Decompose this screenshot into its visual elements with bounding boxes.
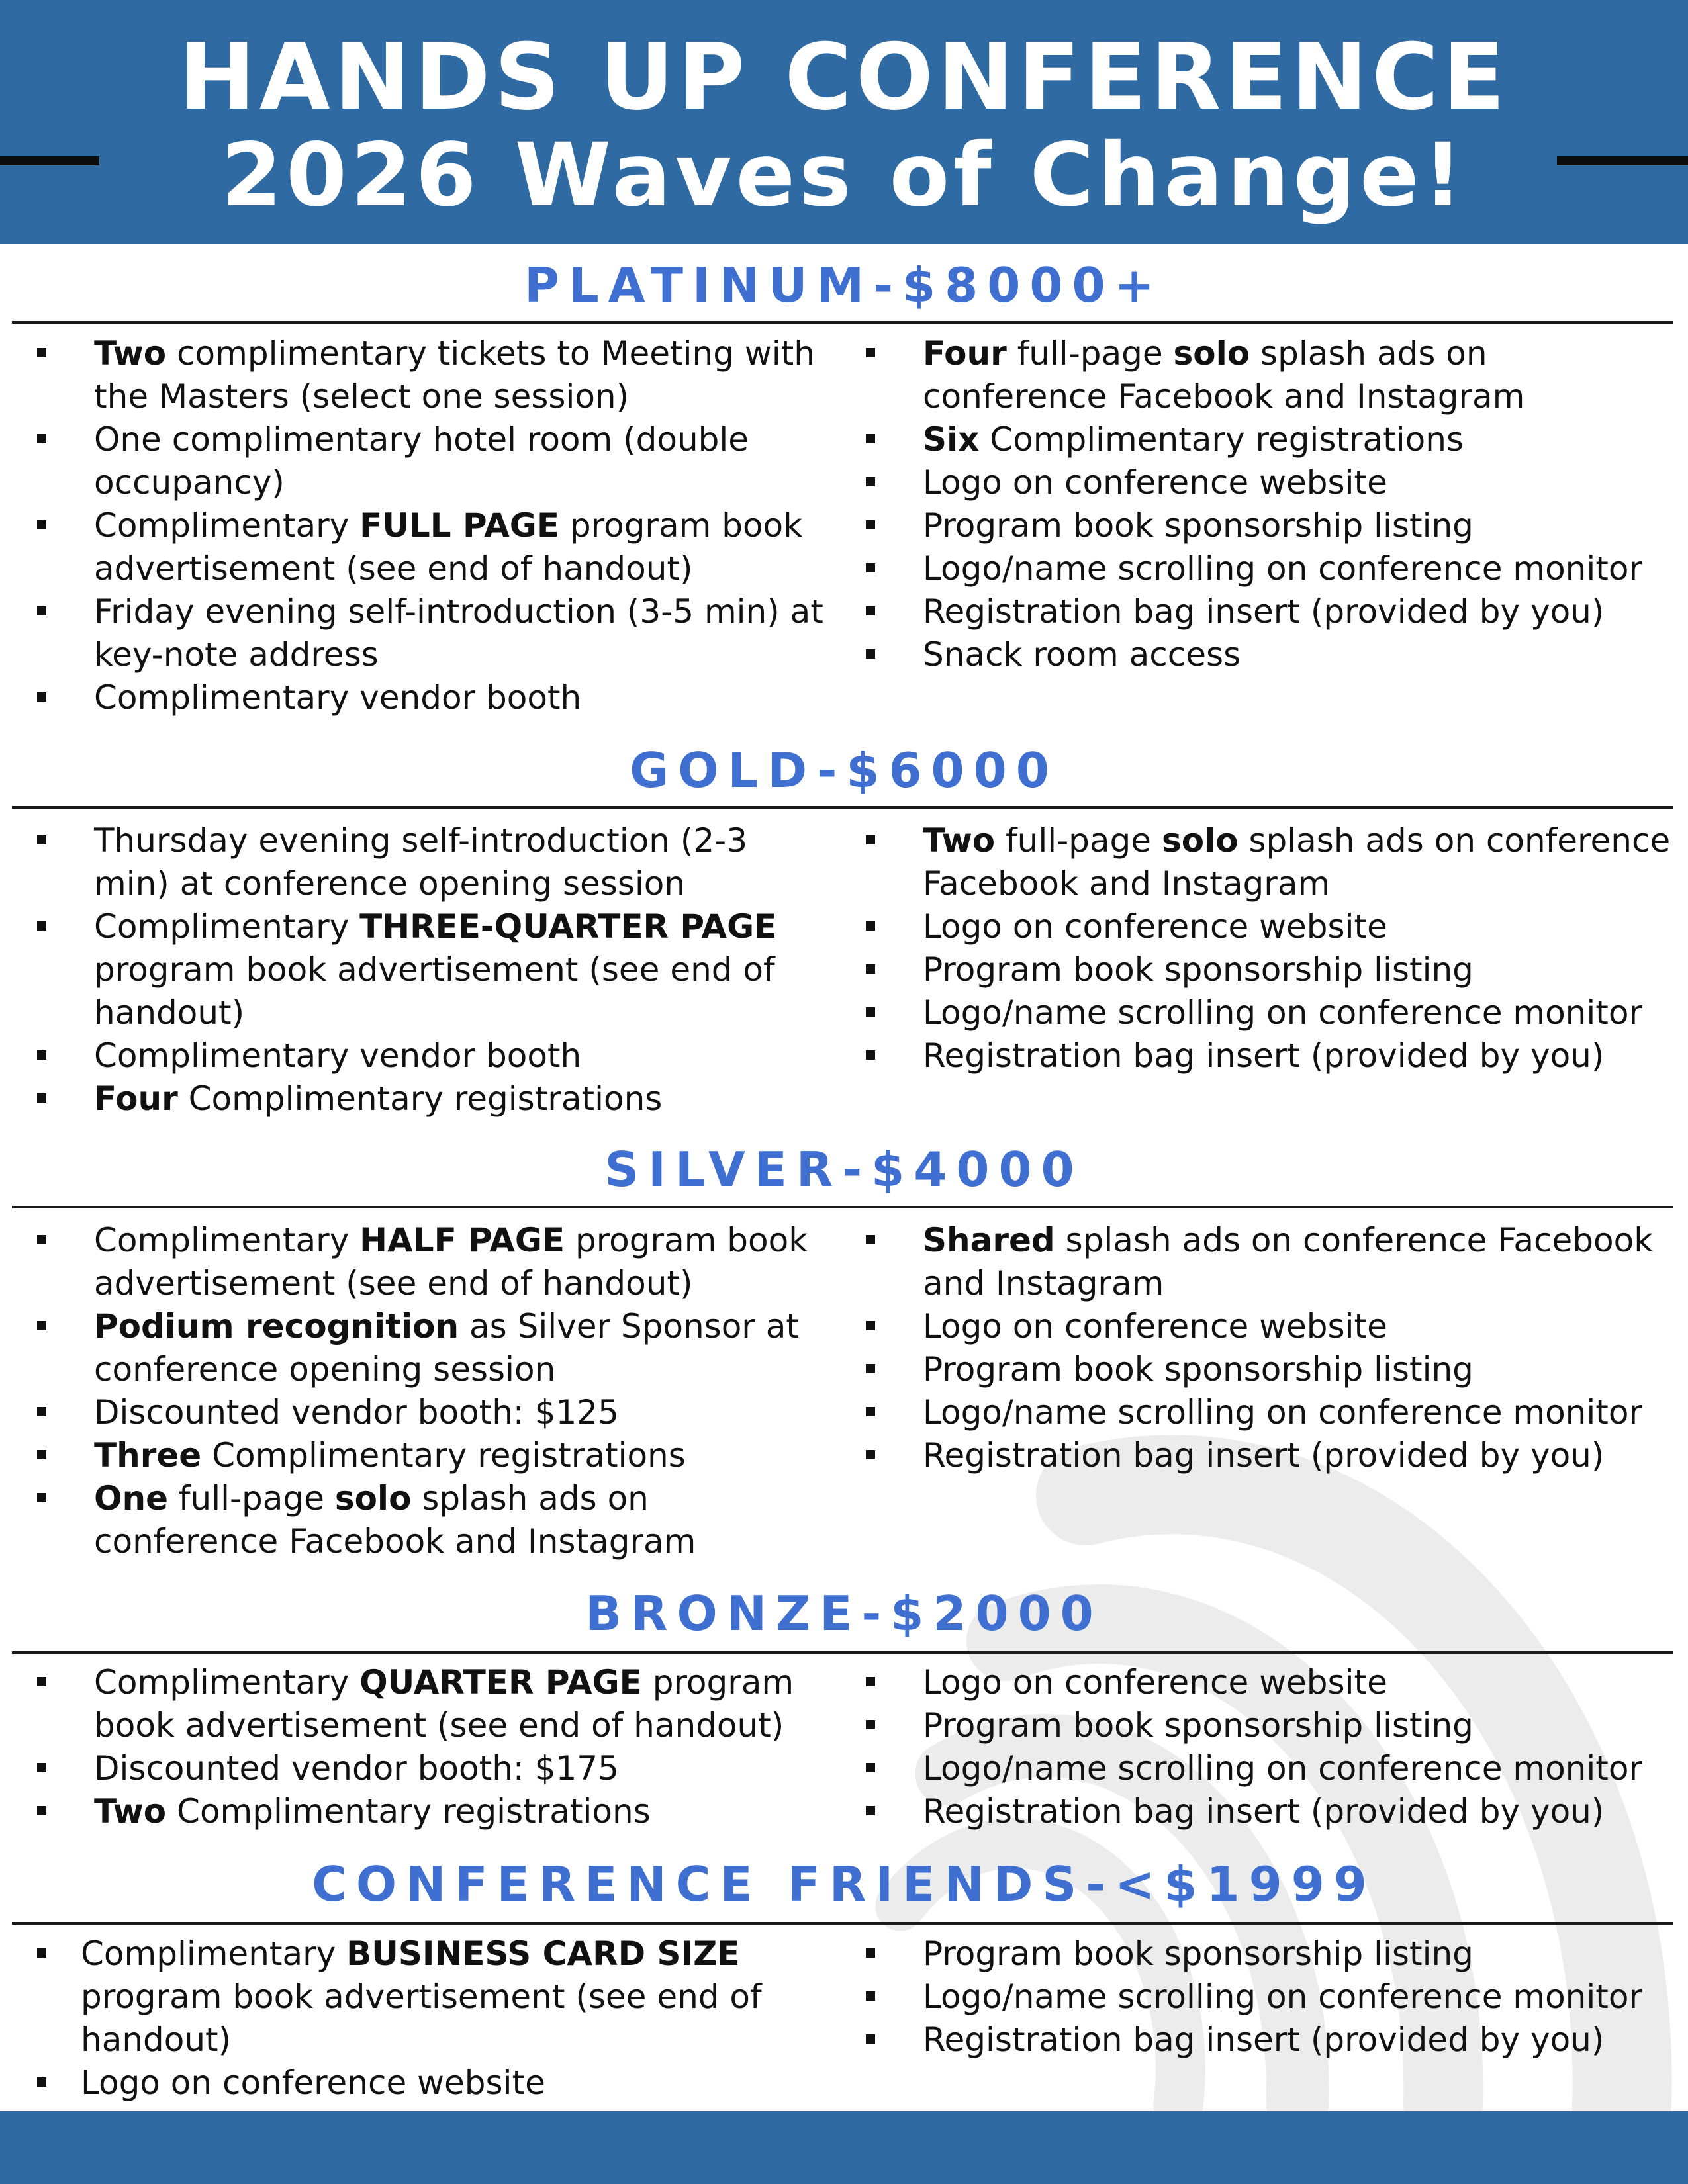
page-title-line2: 2026 Waves of Change! — [221, 124, 1467, 226]
list-item: Shared splash ads on conference Facebook and Instagram — [862, 1219, 1676, 1305]
silver-benefits-right — [862, 1219, 1676, 1477]
list-item: One full-page solo splash ads on conference Facebook and Instagram — [33, 1477, 827, 1563]
list-item: Complimentary THREE-QUARTER PAGE program book advertisement (see end of handout) — [33, 905, 827, 1034]
list-item: Logo/name scrolling on conference monitor — [862, 547, 1676, 590]
list-item: Snack room access — [862, 633, 1676, 676]
section-divider — [12, 806, 1673, 809]
list-item: Four full-page solo splash ads on conference Facebook and Instagram — [862, 332, 1676, 418]
gold-benefits-left — [33, 819, 827, 1120]
list-item: Registration bag insert (provided by you) — [862, 2019, 1676, 2062]
list-item: Logo on conference website — [33, 2062, 827, 2105]
section-title-bronze: BRONZE-$2000 — [585, 1586, 1103, 1641]
list-item: Program book sponsorship listing — [862, 504, 1676, 547]
list-item: Registration bag insert (provided by you) — [862, 590, 1676, 633]
list-item: Logo/name scrolling on conference monitor — [862, 1976, 1676, 2019]
section-title-conference-friends: CONFERENCE FRIENDS-<$1999 — [312, 1856, 1376, 1912]
section-title-silver: SILVER-$4000 — [604, 1142, 1084, 1197]
header-banner — [0, 0, 1688, 244]
bronze-benefits-left — [33, 1661, 827, 1833]
list-item: Discounted vendor booth: $175 — [33, 1747, 827, 1790]
list-item: Registration bag insert (provided by you) — [862, 1034, 1676, 1077]
list-item: Program book sponsorship listing — [862, 1348, 1676, 1391]
list-item: Friday evening self-introduction (3-5 min) at key-note address — [33, 590, 827, 676]
list-item: Logo/name scrolling on conference monitor — [862, 991, 1676, 1034]
section-title-gold: GOLD-$6000 — [630, 743, 1058, 798]
section-divider — [12, 321, 1673, 324]
list-item: Three Complimentary registrations — [33, 1434, 827, 1477]
list-item: Complimentary FULL PAGE program book advertisement (see end of handout) — [33, 504, 827, 590]
list-item: Four Complimentary registrations — [33, 1077, 827, 1120]
list-item: Discounted vendor booth: $125 — [33, 1391, 827, 1434]
list-item: Program book sponsorship listing — [862, 948, 1676, 991]
section-divider — [12, 1922, 1673, 1925]
list-item: Logo on conference website — [862, 905, 1676, 948]
friends-benefits-right — [862, 1933, 1676, 2062]
section-divider — [12, 1651, 1673, 1654]
page-title-line1: HANDS UP CONFERENCE — [179, 24, 1509, 130]
list-item: Program book sponsorship listing — [862, 1704, 1676, 1747]
footer-band — [0, 2111, 1688, 2184]
list-item: Thursday evening self-introduction (2-3 min) at conference opening session — [33, 819, 827, 905]
list-item: Complimentary HALF PAGE program book advertisement (see end of handout) — [33, 1219, 827, 1305]
bronze-benefits-right — [862, 1661, 1676, 1833]
list-item: Logo on conference website — [862, 1661, 1676, 1704]
gold-benefits-right — [862, 819, 1676, 1077]
list-item: Complimentary vendor booth — [33, 676, 827, 719]
friends-benefits-left — [33, 1933, 827, 2105]
list-item: Logo/name scrolling on conference monitor — [862, 1747, 1676, 1790]
list-item: Two Complimentary registrations — [33, 1790, 827, 1833]
list-item: Complimentary QUARTER PAGE program book advertisement (see end of handout) — [33, 1661, 827, 1747]
list-item: Two complimentary tickets to Meeting with the Masters (select one session) — [33, 332, 827, 418]
list-item: Two full-page solo splash ads on conference Facebook and Instagram — [862, 819, 1676, 905]
platinum-benefits-left — [33, 332, 827, 719]
list-item: Registration bag insert (provided by you) — [862, 1434, 1676, 1477]
list-item: Podium recognition as Silver Sponsor at conference opening session — [33, 1305, 827, 1391]
silver-benefits-left — [33, 1219, 827, 1563]
list-item: Registration bag insert (provided by you) — [862, 1790, 1676, 1833]
list-item: Logo/name scrolling on conference monitor — [862, 1391, 1676, 1434]
list-item: Program book sponsorship listing — [862, 1933, 1676, 1976]
list-item: One complimentary hotel room (double occupancy) — [33, 418, 827, 504]
section-divider — [12, 1206, 1673, 1208]
list-item: Logo on conference website — [862, 461, 1676, 504]
list-item: Complimentary BUSINESS CARD SIZE program book advertisement (see end of handout) — [33, 1933, 827, 2062]
list-item: Logo on conference website — [862, 1305, 1676, 1348]
section-title-platinum: PLATINUM-$8000+ — [524, 257, 1164, 313]
list-item: Six Complimentary registrations — [862, 418, 1676, 461]
platinum-benefits-right — [862, 332, 1676, 676]
list-item: Complimentary vendor booth — [33, 1034, 827, 1077]
